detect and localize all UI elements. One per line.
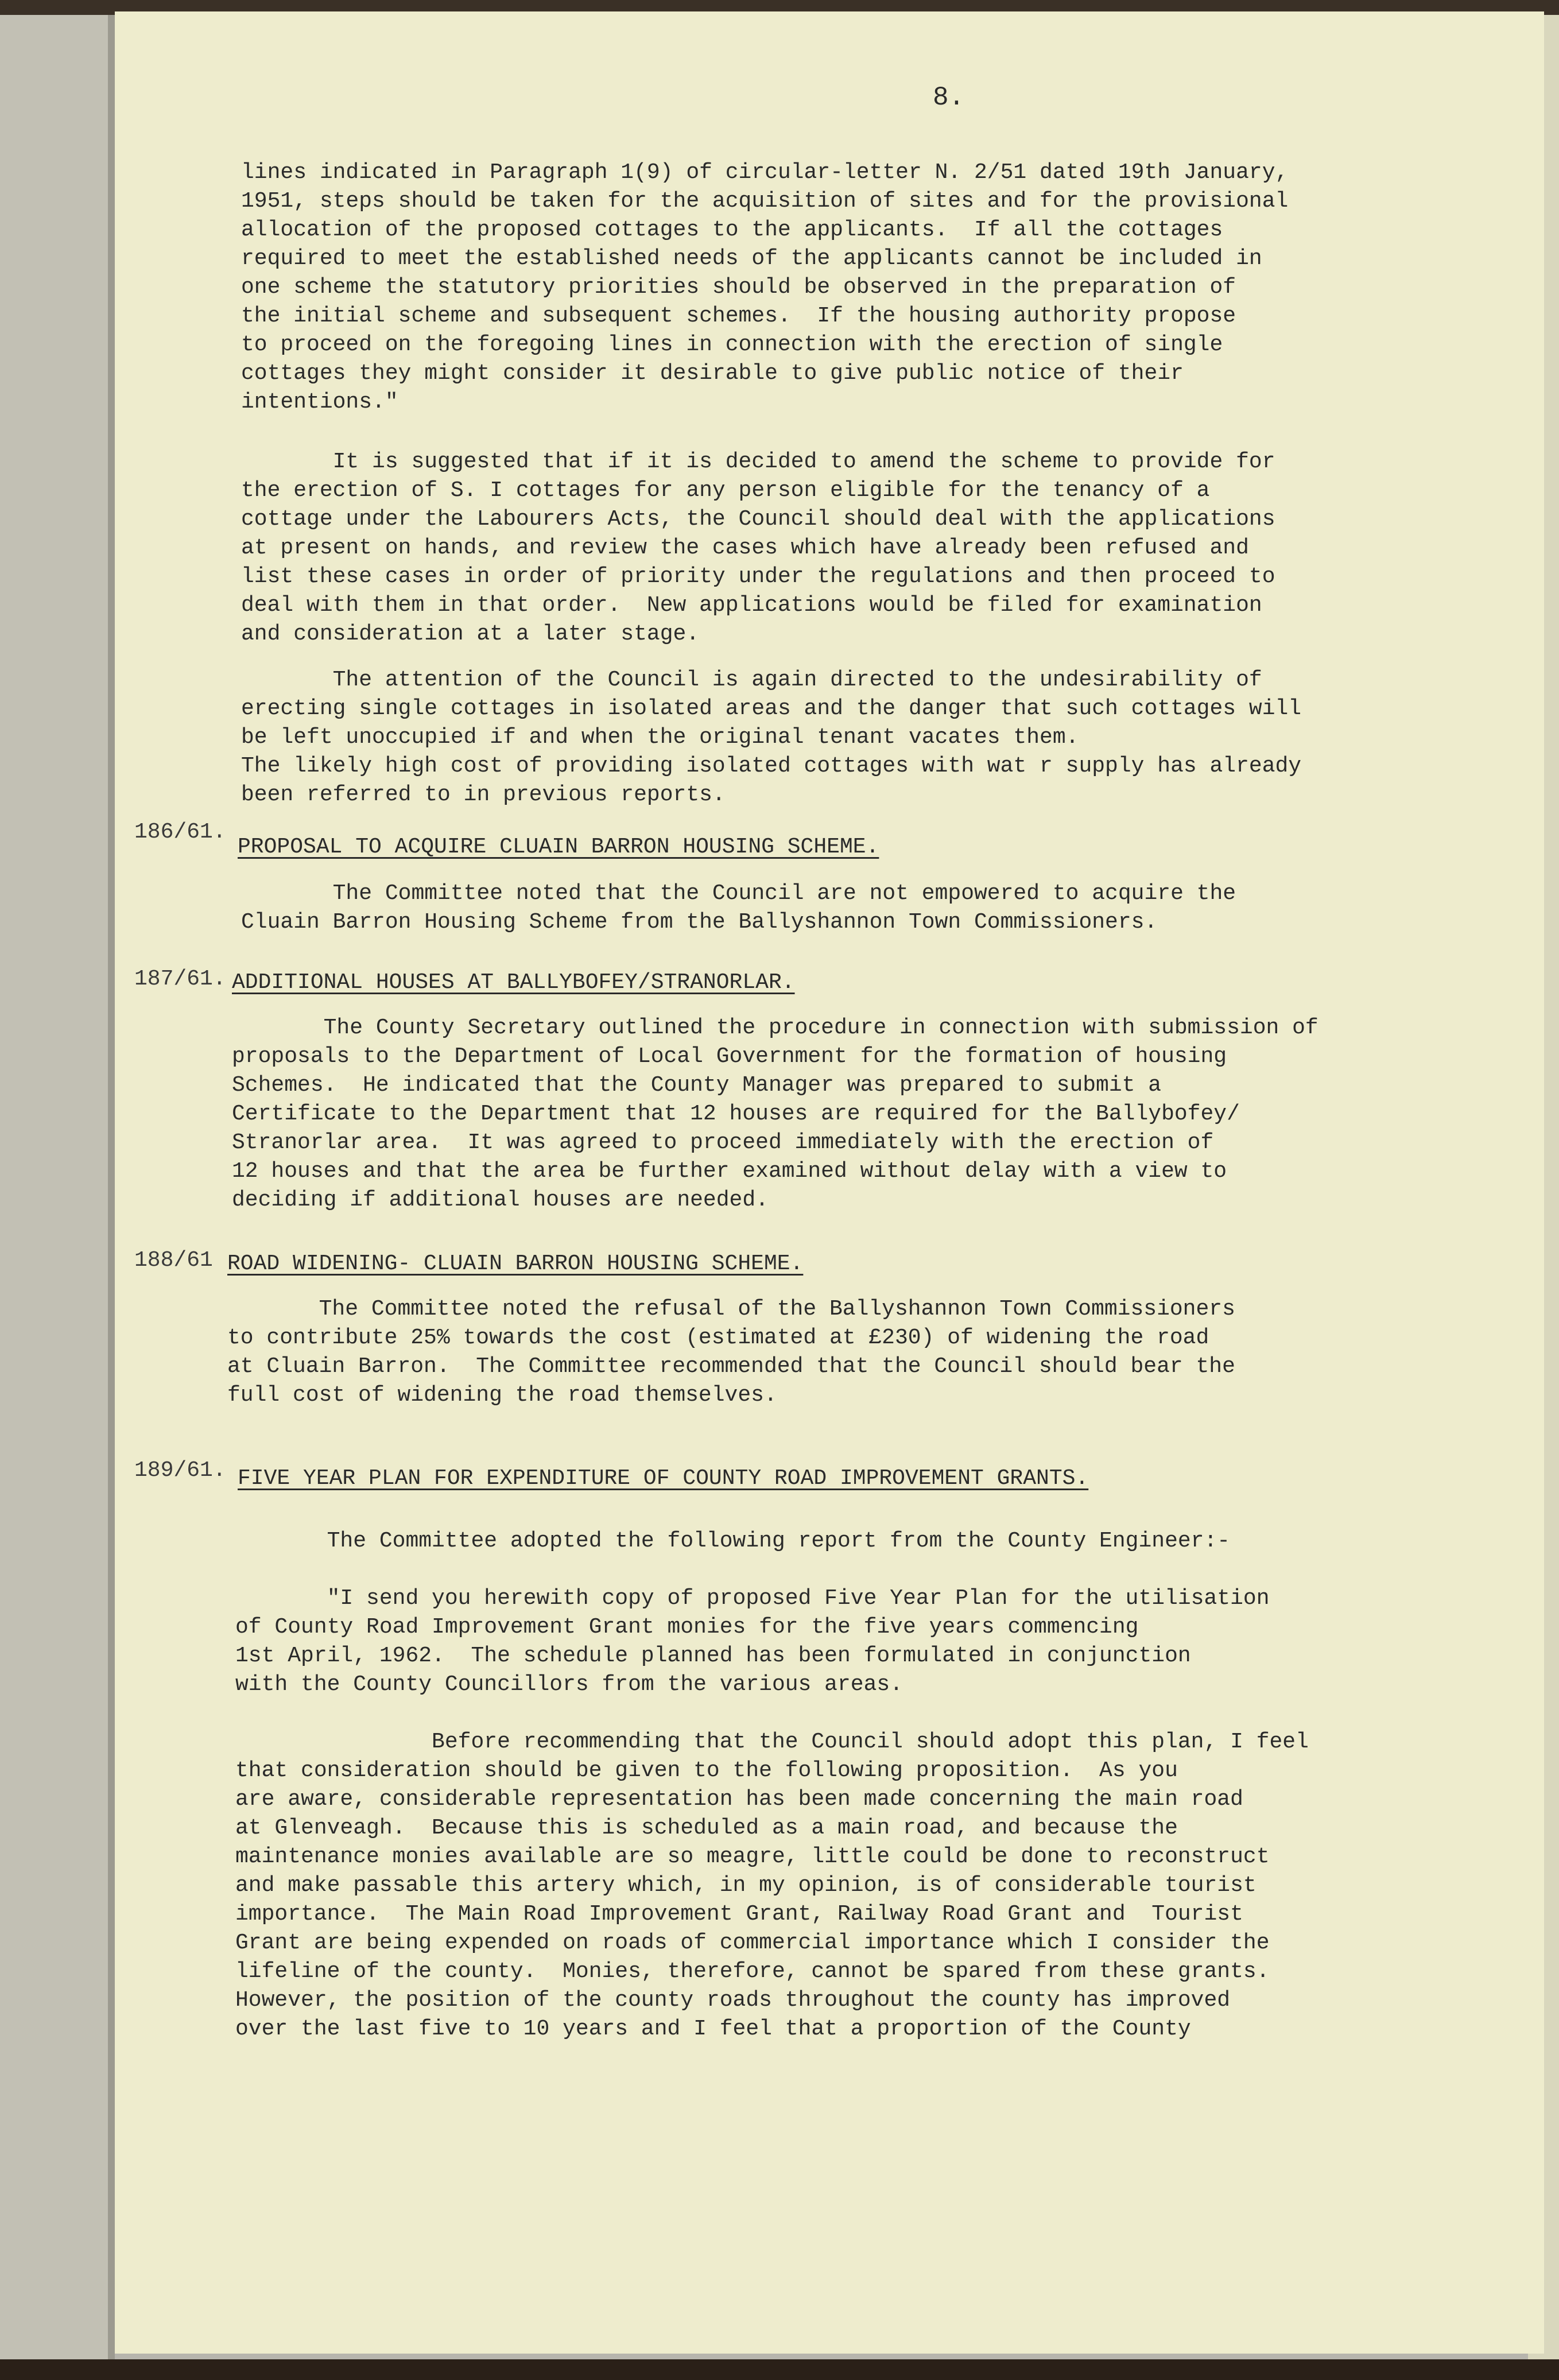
page-number: 8. [933,83,965,113]
bottom-binding-shadow [0,2359,1559,2380]
minute-number: 188/61 [134,1248,213,1273]
minute-body: The Committee adopted the following report from the County Engineer:- "I send you herewith copy of proposed Five Year Plan for the utilisation of County Road Improvement Grant monies for the five years commencing 1st April, 1962. The schedule planned has been formulated in conjunction with the County Councillors from the various areas. Before recommending that the Council should adopt this plan, I feel that consideration should be given to the following proposition. As you are aware, considerable representation has been made concerning the main road at Glenveagh. Because this is scheduled as a main road, and because the maintenance monies available are so meagre, little could be done to reconstruct and make passable this artery which, in my opinion, is of considerable tourist importance. The Main Road Improvement Grant, Railway Road Grant and Tourist Grant are being expended on roads of commercial importance which I consider the lifeline of the county. Monies, therefore, cannot be spared from these grants. However, the position of the county roads throughout the county has improved over the last five to 10 years and I feel that a proportion of the County [235,1529,1309,2041]
document-page [115,11,1544,2354]
attention-paragraph: The attention of the Council is again directed to the undesirability of erecting single cottages in isolated areas and the danger that such cottages will be left unoccupied if and when the original tenant vacates them. The likely high cost of providing isolated cottages with wat r supply has already been referred to in previous reports. [241,668,1302,807]
minute-number: 189/61. [134,1458,226,1483]
minute-heading: FIVE YEAR PLAN FOR EXPENDITURE OF COUNTY ROAD IMPROVEMENT GRANTS. [238,1466,1089,1491]
quote-continuation-paragraph: lines indicated in Paragraph 1(9) of circular-letter N. 2/51 dated 19th January, 1951, steps should be taken for the acquisition of sites and for the provisional allocation of the proposed cottages to the applicants. If all the cottages required to meet the established needs of the applicants cannot be included in one scheme the statutory priorities should be observed in the preparation of the initial scheme and subsequent schemes. If the housing authority propose to proceed on the foregoing lines in connection with the erection of single cottages they might consider it desirable to give public notice of their intentions." [241,160,1289,414]
suggestion-paragraph: It is suggested that if it is decided to amend the scheme to provide for the erection of S. I cottages for any person eligible for the tenancy of a cottage under the Labourers Acts, the Council should deal with the applications at present on hands, and review the cases which have already been refused and list these cases in order of priority under the regulations and then proceed to deal with them in that order. New applications would be filed for examination and consideration at a later stage. [241,449,1275,646]
minute-body: The Committee noted the refusal of the Ballyshannon Town Commissioners to contribute 25% towards the cost (estimated at £230) of widening the road at Cluain Barron. The Committee recommended that the Council should bear the full cost of widening the road themselves. [227,1297,1235,1408]
minute-body: The County Secretary outlined the procedure in connection with submission of proposals to the Department of Local Government for the formation of housing Schemes. He indicated that the County Manager was prepared to submit a Certificate to the Department that 12 houses are required for the Ballybofey/ Stranorlar area. It was agreed to proceed immediately with the erection of 12 houses and that the area be further examined without delay with a view to deciding if additional houses are needed. [232,1015,1318,1212]
minute-number: 186/61. [134,820,226,844]
minute-heading: ADDITIONAL HOUSES AT BALLYBOFEY/STRANORLAR. [232,970,795,995]
minute-body: The Committee noted that the Council are not empowered to acquire the Cluain Barron Housing Scheme from the Ballyshannon Town Commissioners. [241,881,1236,935]
minute-heading: PROPOSAL TO ACQUIRE CLUAIN BARRON HOUSING SCHEME. [238,835,879,859]
left-binding-edge [0,15,115,2363]
minute-heading: ROAD WIDENING- CLUAIN BARRON HOUSING SCHEME. [227,1251,804,1276]
binding-fold [108,15,115,2363]
minute-number: 187/61. [134,967,226,991]
